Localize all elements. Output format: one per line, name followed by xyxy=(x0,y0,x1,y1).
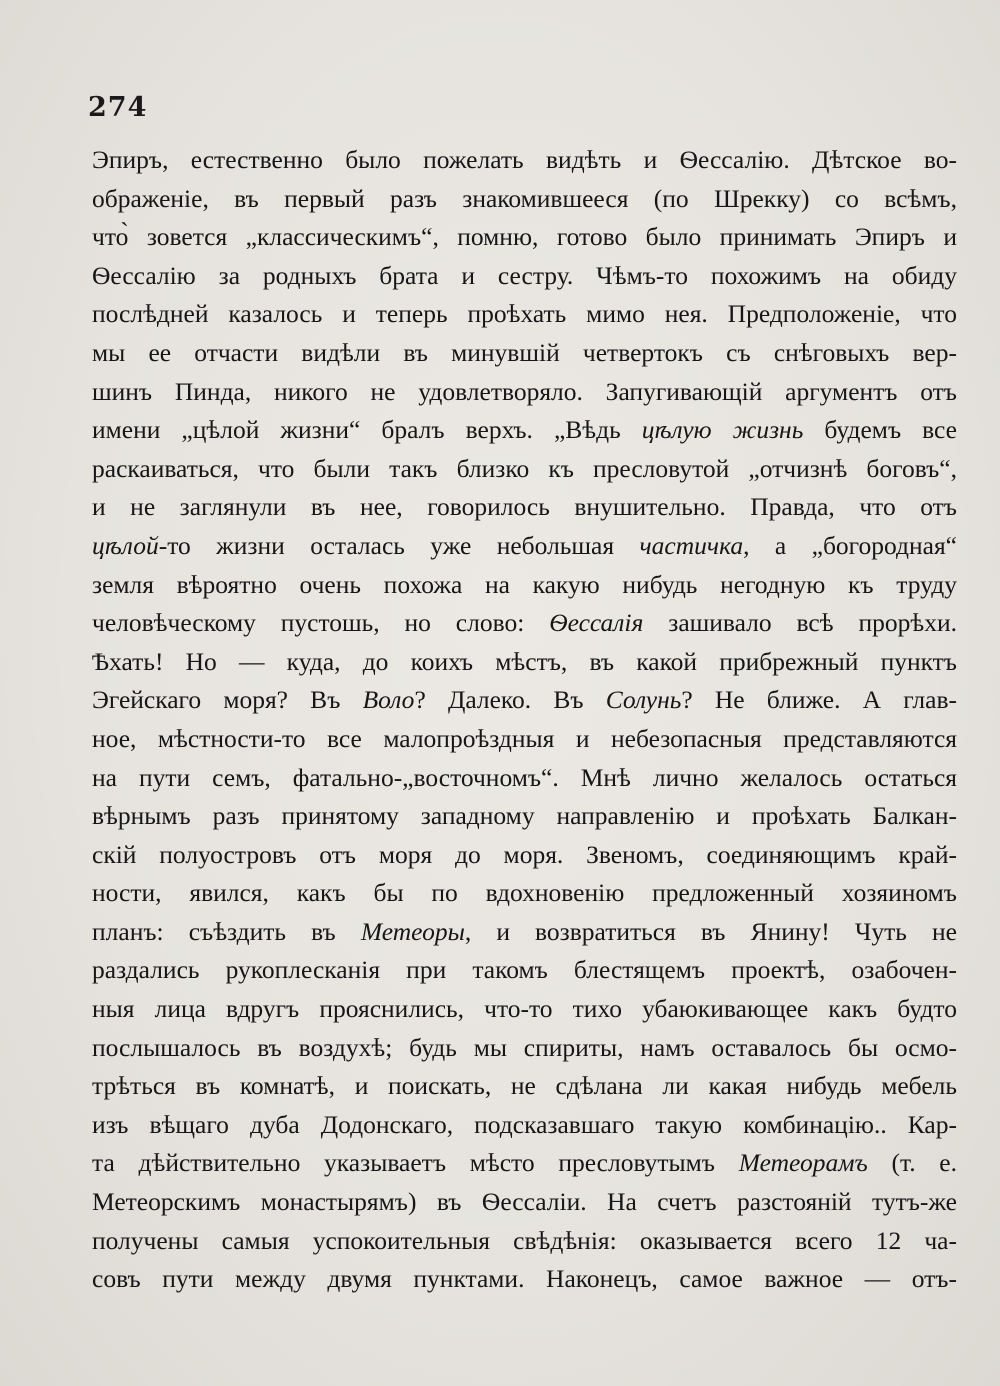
text-segment: , а „богородная“ xyxy=(743,530,957,560)
text-segment: -то жизни осталась уже небольшая xyxy=(158,530,640,560)
text-line xyxy=(92,218,957,257)
text-segment: Эпиръ, естественно было пожелать видѣть и Ѳессалію. Дѣтское во- xyxy=(92,145,957,174)
text-segment: послышалось въ воздухѣ; будь мы спириты, намъ оставалось бы осмо- xyxy=(92,1032,957,1062)
text-line xyxy=(92,141,957,180)
text-line xyxy=(92,334,957,373)
text-line xyxy=(92,990,957,1029)
text-line xyxy=(92,295,957,334)
text-segment: та дѣйствительно указываетъ мѣсто пресловутымъ xyxy=(92,1148,739,1178)
italic-text-segment: Метеорамъ xyxy=(738,1148,868,1178)
italic-text-segment: Ѳессалія xyxy=(549,608,644,638)
text-segment: вѣрнымъ разъ принятому западному направленію и проѣхать Балкан- xyxy=(92,801,957,831)
text-line xyxy=(92,257,957,296)
text-segment: человѣческому пустошь, но слово: xyxy=(92,608,550,638)
text-line xyxy=(92,411,957,450)
text-line xyxy=(92,797,957,836)
text-segment: Ѳессалію за родныхъ брата и сестру. Чѣмъ-то похожимъ на обиду xyxy=(92,260,957,290)
text-line xyxy=(92,836,957,875)
text-segment: планъ: съѣздить въ xyxy=(92,916,361,946)
text-segment: что̀ зовется „классическимъ“, помню, готово было принимать Эпиръ и xyxy=(92,222,957,252)
text-segment: (т. е. xyxy=(867,1148,957,1178)
text-segment: ныя лица вдругъ прояснились, что-то тихо убаюкивающее какъ будто xyxy=(92,994,957,1024)
italic-text-segment: частичка xyxy=(639,530,744,560)
text-segment: ? Не ближе. А глав- xyxy=(681,685,957,715)
text-segment: Метеорскимъ монастырямъ) въ Ѳессаліи. На счетъ разстояній тутъ-же xyxy=(92,1187,957,1217)
text-line xyxy=(92,373,957,412)
text-line xyxy=(92,180,957,219)
text-segment: ? Далеко. Въ xyxy=(414,685,606,715)
text-line xyxy=(92,1067,957,1106)
text-segment: зашивало всѣ прорѣхи. xyxy=(643,608,957,638)
text-line xyxy=(92,874,957,913)
text-line xyxy=(92,450,957,489)
text-segment: шинъ Пинда, никого не удовлетворяло. Запугивающій аргументъ отъ xyxy=(92,376,957,406)
text-segment: на пути семъ, фатально-„восточномъ“. Мнѣ лично желалось остаться xyxy=(92,762,957,792)
text-line xyxy=(92,1144,957,1183)
text-segment: Ѣхать! Но — куда, до коихъ мѣстъ, въ какой прибрежный пунктъ xyxy=(92,646,957,676)
text-segment: ности, явился, какъ бы по вдохновенію предложенный хозяиномъ xyxy=(92,878,957,908)
text-line xyxy=(92,720,957,759)
text-line xyxy=(92,1106,957,1145)
text-segment: , и возвратиться въ Янину! Чуть не xyxy=(464,916,957,946)
text-line xyxy=(92,604,957,643)
text-line xyxy=(92,951,957,990)
body-text xyxy=(92,141,957,1299)
text-segment: будемъ все xyxy=(803,415,958,445)
text-segment: послѣдней казалось и теперь проѣхать мимо нея. Предположеніе, что xyxy=(92,299,957,329)
italic-text-segment: цѣлой xyxy=(92,530,159,560)
text-segment: раздались рукоплесканія при такомъ блестящемъ проектѣ, озабочен- xyxy=(92,955,957,985)
text-line xyxy=(92,566,957,605)
text-segment: совъ пути между двумя пунктами. Наконецъ, самое важное — отъ- xyxy=(92,1264,957,1294)
text-segment: имени „цѣлой жизни“ бралъ верхъ. „Вѣдь xyxy=(92,415,642,445)
text-segment: ное, мѣстности-то все малопроѣздныя и небезопасныя представляются xyxy=(92,723,957,753)
text-segment: изъ вѣщаго дуба Додонскаго, подсказавшаго такую комбинацію.. Кар- xyxy=(92,1109,957,1139)
text-line xyxy=(92,1029,957,1068)
text-line xyxy=(92,1222,957,1261)
text-line xyxy=(92,1260,957,1299)
text-segment: ображеніе, въ первый разъ знакомившееся (по Шрекку) со всѣмъ, xyxy=(92,183,957,213)
text-segment: трѣться въ комнатѣ, и поискать, не сдѣлана ли какая нибудь мебель xyxy=(92,1071,957,1101)
text-segment: получены самыя успокоительныя свѣдѣнія: оказывается всего 12 ча- xyxy=(92,1225,957,1255)
text-line xyxy=(92,759,957,798)
text-segment: раскаиваться, что были такъ близко къ пресловутой „отчизнѣ боговъ“, xyxy=(92,453,957,483)
text-segment: Эгейскаго моря? Въ xyxy=(92,685,363,715)
text-line xyxy=(92,913,957,952)
italic-text-segment: Воло xyxy=(362,685,415,715)
text-line xyxy=(92,681,957,720)
text-line xyxy=(92,527,957,566)
italic-text-segment: Метеоры xyxy=(360,916,465,946)
text-segment: земля вѣроятно очень похожа на какую нибудь негодную къ труду xyxy=(92,569,957,599)
italic-text-segment: цѣлую жизнь xyxy=(641,415,804,445)
page-number: 274 xyxy=(88,92,148,123)
text-segment: скій полуостровъ отъ моря до моря. Звеномъ, соединяющимъ край- xyxy=(92,839,957,869)
text-segment: и не заглянули въ нее, говорилось внушительно. Правда, что отъ xyxy=(92,492,957,522)
text-line xyxy=(92,643,957,682)
text-segment: мы ее отчасти видѣли въ минувшій четвертокъ съ снѣговыхъ вер- xyxy=(92,337,957,367)
text-line xyxy=(92,488,957,527)
italic-text-segment: Солунь xyxy=(605,685,682,715)
text-line xyxy=(92,1183,957,1222)
